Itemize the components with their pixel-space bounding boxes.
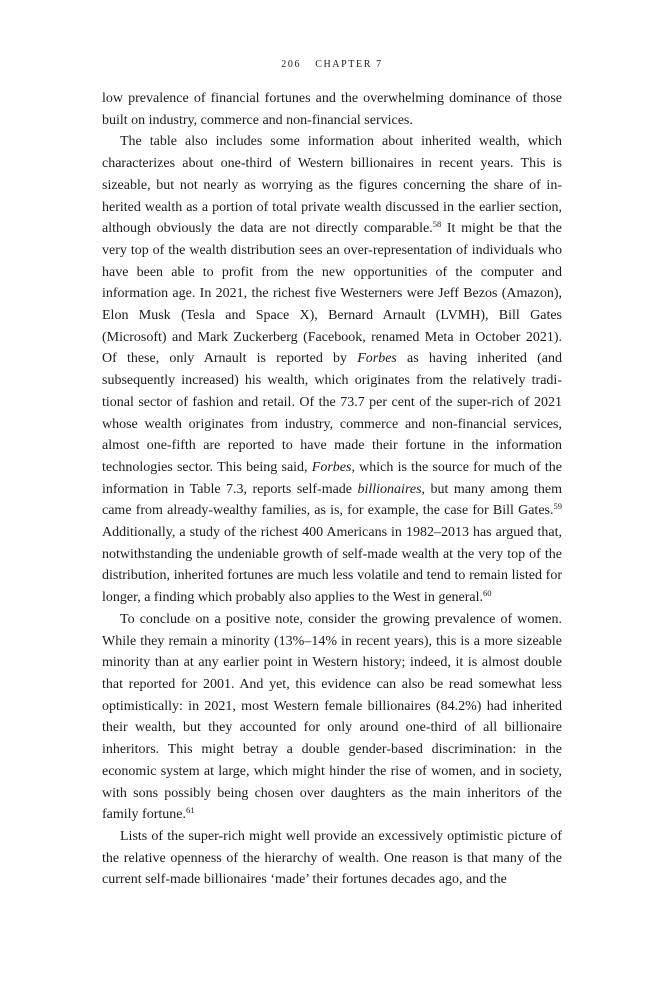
page-number: 206 [281, 59, 302, 70]
paragraph [102, 609, 562, 826]
paragraph [102, 826, 562, 891]
paragraph-text: It might be that the very top of the wealth distribution sees an over-representation of individuals who have been able to profit from the new opportunities of the computer and information age. In 2021, the richest five Westerners were Jeff Bezos (Amazon), Elon Musk (Tesla and Space X), Bernard Arnault (LVMH), Bill Gates (Microsoft) and Mark Zuckerberg (Facebook, renamed Meta in October 2021). Of these, only Arnault is reported by [102, 221, 562, 367]
paragraph-text: The table also includes some information about inherited wealth, which characterizes about one-third of Western billionaires in recent years. This is sizeable, but not nearly as worrying as the figures concerning the share of inherited wealth as a portion of total private wealth discussed in the earlier section, although obviously the data are not directly comparable. [102, 134, 562, 237]
paragraph-text: Lists of the super-rich might well provide an excessively optimistic picture of the relative openness of the hierarchy of wealth. One reason is that many of the current self-made billionaires ‘made’ their fortunes decades ago, and the [102, 828, 562, 888]
italic-text: Forbes [357, 351, 397, 367]
chapter-title: CHAPTER 7 [315, 59, 383, 70]
footnote-ref-58[interactable]: 58 [432, 219, 442, 230]
paragraph-text: low prevalence of financial fortunes and the overwhelming dominance of those built on industry, commerce and non-financial services. [102, 91, 562, 128]
italic-text: Forbes [311, 459, 352, 475]
body-text [102, 88, 562, 891]
running-head [102, 58, 562, 72]
footnote-ref-60[interactable]: 60 [483, 588, 492, 599]
paragraph [102, 131, 562, 608]
footnote-ref-59[interactable]: 59 [553, 501, 562, 512]
paragraph-text: To conclude on a positive note, consider the growing prevalence of women. While they remain a minority (13%–14% in recent years), this is a more sizeable minority than at any earlier point in Western history; indeed, it is almost double that reported for 2001. And yet, this evidence can also be read somewhat less optimistically: in 2021, most Western female billionaires (84.2%) had inherited their wealth, but they accounted for only around one-third of all billionaire inheritors. This might betray a double gender-based discrimination: in the economic system at large, which might hinder the rise of women, and in society, with sons possibly being chosen over daughters as the main inheritors of the family fortune. [102, 611, 562, 823]
paragraph-text: as having inherited (and subsequently increased) his wealth, which originates from the relatively traditional sector of fashion and retail. Of the 73.7 per cent of the super-rich of 2021 whose wealth originates from industry, commerce and non-financial services, almost one-fifth are reported to have made their fortune in the information technologies sector. This being said, [102, 351, 562, 475]
footnote-ref-61[interactable]: 61 [185, 805, 195, 816]
paragraph-text: Additionally, a study of the richest 400 Americans in 1982–2013 has argued that, notwithstanding the undeniable growth of self-made wealth at the very top of the distribution, inherited fortunes are much less volatile and tend to remain listed for longer, a finding which probably also applies to the West in general. [102, 525, 562, 606]
italic-text: billionaires [357, 481, 422, 497]
paragraph-text: , but many among them came from already-wealthy families, as is, for example, the case for Bill Gates. [102, 481, 562, 519]
paragraph [102, 88, 562, 131]
paragraph-text: , which is the source for much of the information in Table 7.3, reports self-made [102, 459, 562, 497]
book-page [102, 58, 562, 891]
